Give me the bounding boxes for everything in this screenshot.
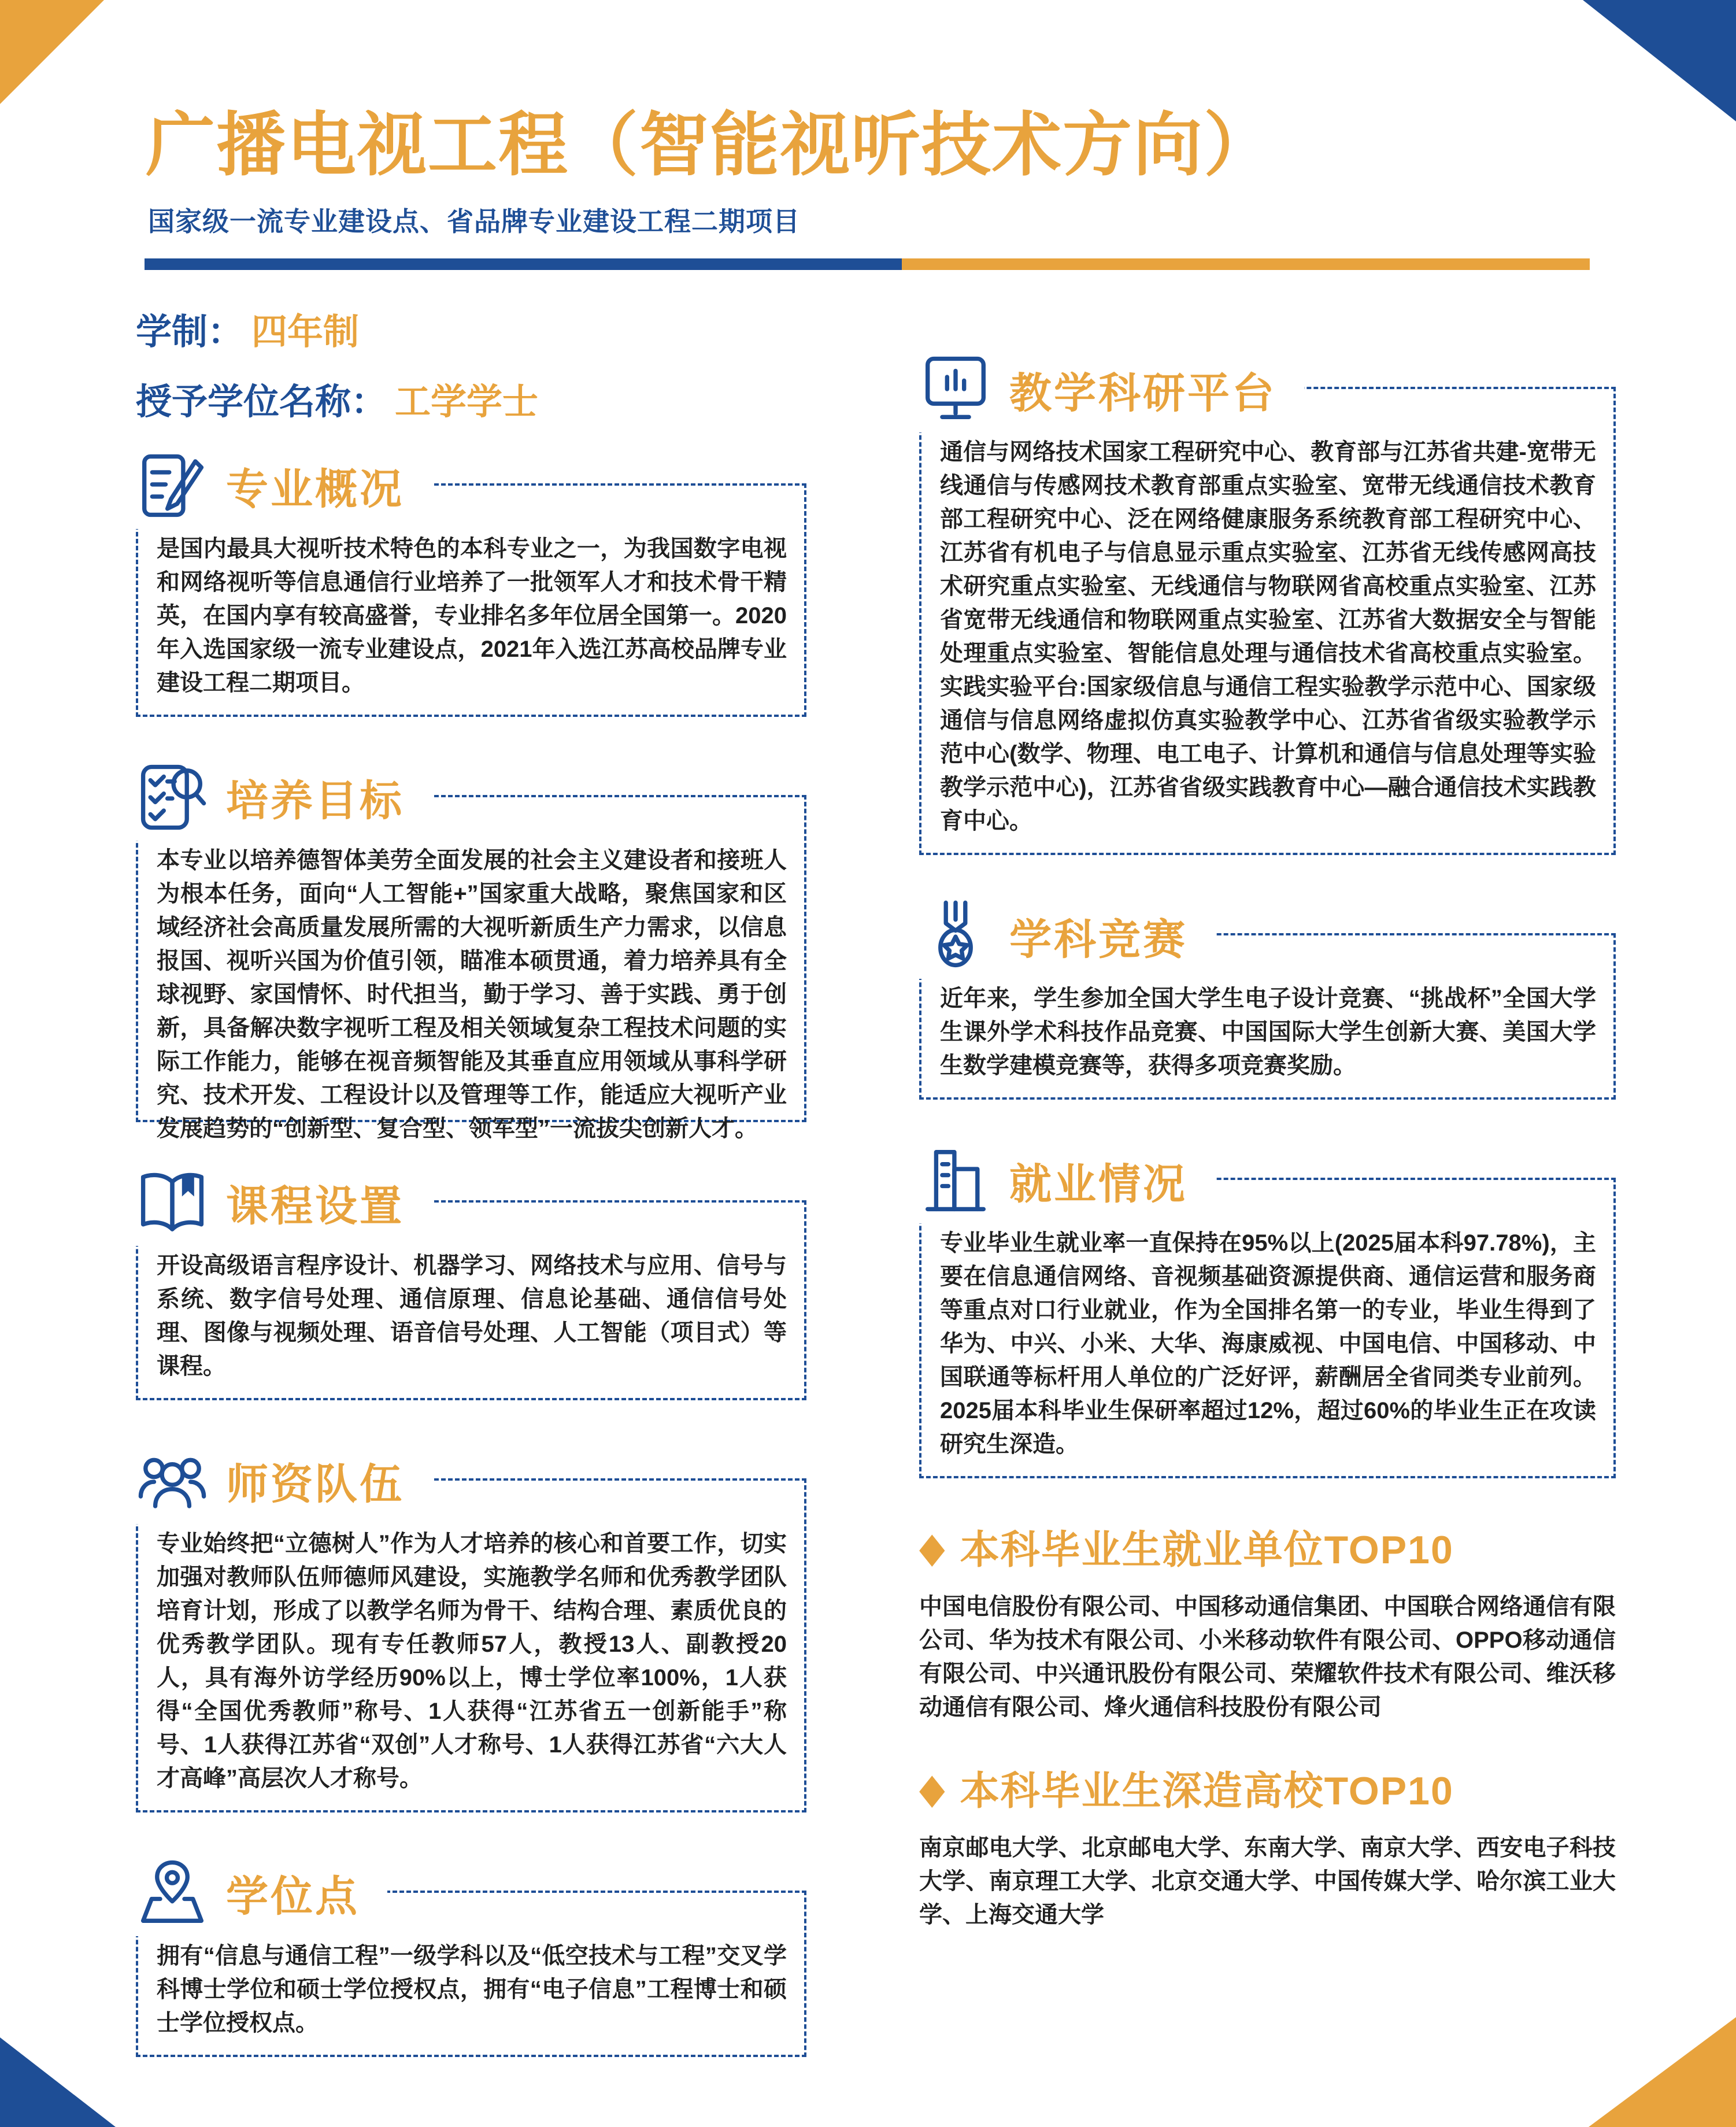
section-platforms-title: 教学科研平台: [1009, 369, 1276, 417]
section-degree: [136, 1873, 806, 2057]
monitor-chart-icon: [919, 353, 992, 426]
section-competitions-title: 学科竞赛: [1009, 916, 1187, 963]
section-competitions: [919, 916, 1616, 1100]
section-overview-header: [136, 442, 432, 529]
section-overview: [136, 466, 806, 717]
section-faculty-box: [136, 1461, 806, 1812]
section-goals-header: [136, 754, 432, 841]
section-employment-header: [919, 1137, 1215, 1223]
medal-star-icon: [919, 899, 992, 972]
diamond-bullet-icon: ◆: [919, 1765, 946, 1812]
section-overview-box: [136, 466, 806, 717]
top10-universities-heading: [919, 1760, 1616, 1816]
section-goals: [136, 778, 806, 1141]
section-faculty: [136, 1461, 806, 1812]
corner-decoration-top-left: [0, 0, 104, 104]
section-degree-box: [136, 1873, 806, 2057]
page-title: 广播电视工程（智能视听技术方向）: [146, 106, 1274, 184]
map-pin-icon: [136, 1856, 209, 1929]
degree-name-label: 授予学位名称：: [136, 382, 387, 423]
degree-name-row: [136, 382, 806, 423]
section-overview-body: 是国内最具大视听技术特色的本科专业之一，为我国数字电视和网络视听等信息通信行业培养了一批领军人才和技术骨干精英，在国内享有较高盛誉，专业排名多年位居全国第一。2020年入选国家级一流专业建设点，2021年入选江苏高校品牌专业建设工程二期项目。: [157, 535, 787, 696]
section-courses-box: [136, 1183, 806, 1400]
section-degree-title: 学位点: [226, 1873, 360, 1921]
divider-orange-segment: [902, 258, 1590, 270]
top10-employers-title: 本科毕业生就业单位TOP10: [960, 1528, 1454, 1572]
section-competitions-body: 近年来，学生参加全国大学生电子设计竞赛、“挑战杯”全国大学生课外学术科技作品竞赛、中国国际大学生创新大赛、美国大学生数学建模竞赛等，获得多项竞赛奖励。: [940, 986, 1596, 1078]
people-group-icon: [136, 1444, 209, 1517]
divider-blue-segment: [145, 258, 902, 270]
section-goals-box: [136, 778, 806, 1141]
section-goals-body: 本专业以培养德智体美劳全面发展的社会主义建设者和接班人为根本任务，面向“人工智能+”国家重大战略，聚焦国家和区域经济社会高质量发展所需的大视听新质生产力需求，以信息报国、视听兴国为价值引领，瞄准本硕贯通，着力培养具有全球视野、家国情怀、时代担当，勤于学习、善于实践、勇于创新，具备解决数字视听工程及相关领域复杂工程技术问题的实际工作能力，能够在视音频智能及其垂直应用领域从事科学研究、技术开发、工程设计以及管理等工作，能适应大视听产业发展趋势的“创新型、复合型、领军型”一流拔尖创新人才。: [157, 847, 787, 1141]
section-employment-title: 就业情况: [1009, 1160, 1187, 1208]
left-column: [136, 312, 806, 2057]
section-courses: [136, 1183, 806, 1400]
right-column: [919, 312, 1616, 2057]
corner-decoration-top-right: [1583, 0, 1736, 121]
section-faculty-title: 师资队伍: [226, 1461, 404, 1508]
page-subtitle: 国家级一流专业建设点、省品牌专业建设工程二期项目: [148, 206, 800, 236]
section-competitions-header: [919, 892, 1215, 979]
degree-name-value: 工学学士: [395, 382, 539, 423]
section-employment-box: [919, 1160, 1616, 1478]
section-courses-body: 开设高级语言程序设计、机器学习、网络技术与应用、信号与系统、数字信号处理、通信原理、信息论基础、通信信号处理、图像与视频处理、语音信号处理、人工智能（项目式）等课程。: [157, 1252, 787, 1379]
section-employment-body: 专业毕业生就业率一直保持在95%以上(2025届本科97.78%)，主要在信息通信网络、音视频基础资源提供商、通信运营和服务商等重点对口行业就业，作为全国排名第一的专业，毕业生得到了华为、中兴、小米、大华、海康威视、中国电信、中国移动、中国联通等标杆用人单位的广泛好评，薪酬居全省同类专业前列。2025届本科毕业生保研率超过12%，超过60%的毕业生正在攻读研究生深造。: [940, 1230, 1596, 1457]
section-overview-title: 专业概况: [226, 466, 404, 513]
section-goals-title: 培养目标: [226, 778, 404, 825]
diamond-bullet-icon: ◆: [919, 1523, 946, 1571]
section-platforms-box: [919, 369, 1616, 855]
section-courses-header: [136, 1159, 432, 1246]
duration-label: 学制：: [136, 312, 244, 352]
section-competitions-box: [919, 916, 1616, 1100]
section-faculty-body: 专业始终把“立德树人”作为人才培养的核心和首要工作，切实加强对教师队伍师德师风建设，实施教学名师和优秀教学团队培育计划，形成了以教学名师为骨干、结构合理、素质优良的优秀教学团队。现有专任教师57人，教授13人、副教授20人，具有海外访学经历90%以上，博士学位率100%，1人获得“全国优秀教师”称号、1人获得“江苏省五一创新能手”称号、1人获得江苏省“双创”人才称号、1人获得江苏省“六大人才高峰”高层次人才称号。: [157, 1530, 787, 1791]
section-degree-header: [136, 1849, 387, 1936]
section-platforms-header: [919, 346, 1304, 432]
section-platforms-body: 通信与网络技术国家工程研究中心、教育部与江苏省共建-宽带无线通信与传感网技术教育部重点实验室、宽带无线通信技术教育部工程研究中心、泛在网络健康服务系统教育部工程研究中心、江苏省有机电子与信息显示重点实验室、江苏省无线传感网高技术研究重点实验室、无线通信与物联网省高校重点实验室、江苏省宽带无线通信和物联网重点实验室、江苏省大数据安全与智能处理重点实验室、智能信息处理与通信技术省高校重点实验室。实践实验平台:国家级信息与通信工程实验教学示范中心、国家级通信与信息网络虚拟仿真实验教学中心、江苏省省级实验教学示范中心(数学、物理、电工电子、计算机和通信与信息处理等实验教学示范中心)，江苏省省级实践教育中心—融合通信技术实践教育中心。: [940, 439, 1596, 834]
notepad-pencil-icon: [136, 449, 209, 522]
top10-universities-title: 本科毕业生深造高校TOP10: [960, 1769, 1454, 1813]
buildings-icon: [919, 1144, 992, 1216]
section-employment: [919, 1160, 1616, 1478]
open-book-icon: [136, 1166, 209, 1239]
top10-universities-body: 南京邮电大学、北京邮电大学、东南大学、南京大学、西安电子科技大学、南京理工大学、北京交通大学、中国传媒大学、哈尔滨工业大学、上海交通大学: [919, 1835, 1616, 1928]
duration-row: [136, 312, 806, 353]
section-degree-body: 拥有“信息与通信工程”一级学科以及“低空技术与工程”交叉学科博士学位和硕士学位授权点，拥有“电子信息”工程博士和硕士学位授权点。: [157, 1943, 787, 2036]
section-faculty-header: [136, 1437, 432, 1524]
top10-employers-body: 中国电信股份有限公司、中国移动通信集团、中国联合网络通信有限公司、华为技术有限公司、小米移动软件有限公司、OPPO移动通信有限公司、中兴通讯股份有限公司、荣耀软件技术有限公司、维沃移动通信有限公司、烽火通信科技股份有限公司: [919, 1594, 1616, 1720]
top10-employers-heading: [919, 1519, 1616, 1575]
checklist-search-icon: [136, 761, 209, 834]
section-courses-title: 课程设置: [226, 1183, 404, 1230]
corner-decoration-bottom-left: [0, 2037, 116, 2127]
content-columns: [136, 312, 1736, 2057]
section-platforms: [919, 369, 1616, 855]
duration-value: 四年制: [251, 312, 360, 352]
divider-bar: [145, 258, 1590, 270]
